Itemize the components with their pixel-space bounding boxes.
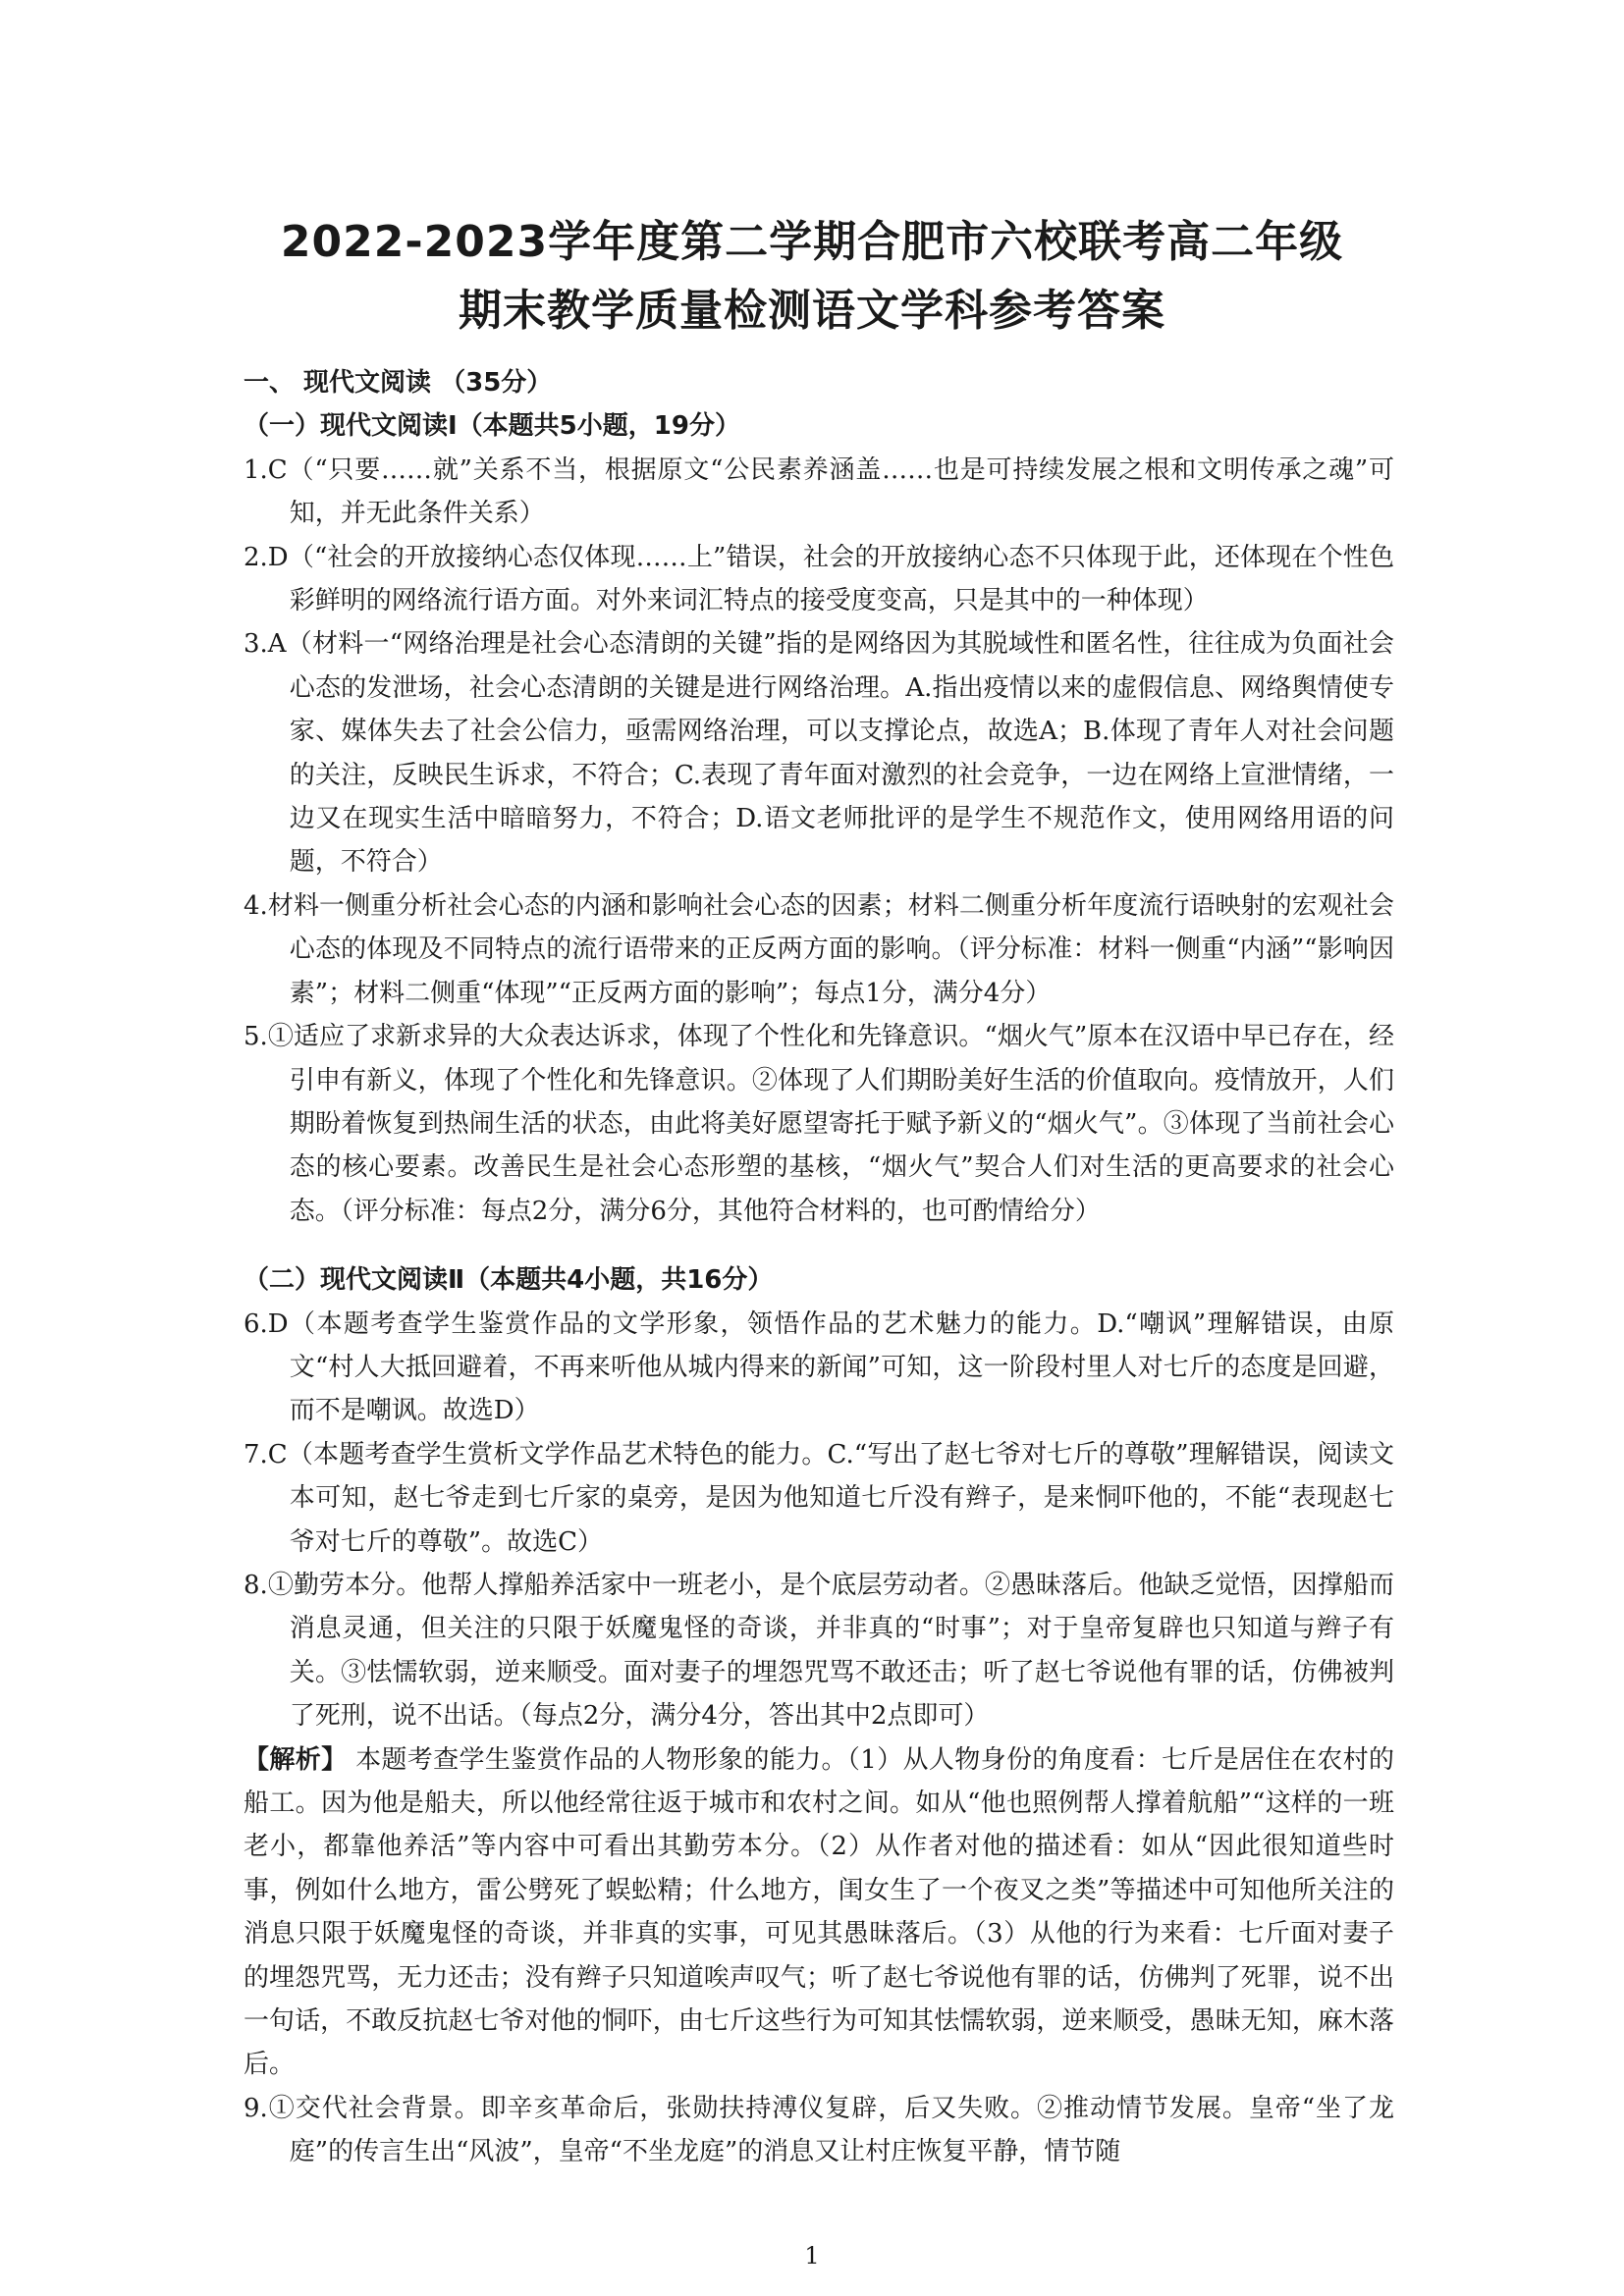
document-title-line2: 期末教学质量检测语文学科参考答案 xyxy=(459,286,1165,336)
analysis-text: 本题考查学生鉴赏作品的人物形象的能力。（1）从人物身份的角度看：七斤是居住在农村的船工。因为他是船夫，所以他经常往返于城市和农村之间。如从“他也照例帮人撑着航船”“这样的一班老小，都靠他养活”等内容中可看出其勤劳本分。（2）从作者对他的描述看：如从“因此很知道些时事，例如什么地方，雷公劈死了蜈蚣精；什么地方，闺女生了一个夜叉之类”等描述中可知他所关注的消息只限于妖魔鬼怪的奇谈，并非真的实事，可见其愚昧落后。（3）从他的行为来看：七斤面对妻子的埋怨咒骂，无力还击；没有辫子只知道唉声叹气；听了赵七爷说他有罪的话，仿佛判了死罪，说不出一句话，不敢反抗赵七爷对他的恫吓，由七斤这些行为可知其怯懦软弱，逆来顺受，愚昧无知，麻木落后。 xyxy=(244,1744,1394,2080)
section-spacer xyxy=(244,1233,1394,1258)
document-title-line1: 2022-2023学年度第二学期合肥市六校联考高二年级 xyxy=(280,217,1344,267)
answer-item-3: 3.A（材料一“网络治理是社会心态清朗的关键”指的是网络因为其脱域性和匿名性，往往成为负面社会心态的发泄场，社会心态清朗的关键是进行网络治理。A.指出疫情以来的虚假信息、网络舆情使专家、媒体失去了社会公信力，亟需网络治理，可以支撑论点，故选A；B.体现了青年人对社会问题的关注，反映民生诉求，不符合；C.表现了青年面对激烈的社会竞争，一边在网络上宣泄情绪，一边又在现实生活中暗暗努力，不符合；D.语文老师批评的是学生不规范作文，使用网络用语的问题，不符合） xyxy=(244,629,1394,878)
section-heading: 一、 现代文阅读 （35分） xyxy=(244,368,553,398)
document-body xyxy=(244,361,1394,2174)
answer-item-5: 5.①适应了求新求异的大众表达诉求，体现了个性化和先锋意识。“烟火气”原本在汉语中早已存在，经引申有新义，体现了个性化和先锋意识。②体现了人们期盼美好生活的价值取向。疫情放开，人们期盼着恢复到热闹生活的状态，由此将美好愿望寄托于赋予新义的“烟火气”。③体现了当前社会心态的核心要素。改善民生是社会心态形塑的基核，“烟火气”契合人们对生活的更高要求的社会心态。（评分标准：每点2分，满分6分，其他符合材料的，也可酌情给分） xyxy=(244,1022,1394,1226)
answer-item-8: 8.①勤劳本分。他帮人撑船养活家中一班老小，是个底层劳动者。②愚昧落后。他缺乏觉悟，因撑船而消息灵通，但关注的只限于妖魔鬼怪的奇谈，并非真的“时事”；对于皇帝复辟也只知道与辫子有关。③怯懦软弱，逆来顺受。面对妻子的埋怨咒骂不敢还击；听了赵七爷说他有罪的话，仿佛被判了死刑，说不出话。（每点2分，满分4分，答出其中2点即可） xyxy=(244,1570,1394,1732)
page-number: 1 xyxy=(804,2242,820,2269)
part1-heading: （一）现代文阅读Ⅰ（本题共5小题，19分） xyxy=(244,411,740,442)
answer-item-4: 4.材料一侧重分析社会心态的内涵和影响社会心态的因素；材料二侧重分析年度流行语映射的宏观社会心态的体现及不同特点的流行语带来的正反两方面的影响。（评分标准：材料一侧重“内涵”“影响因素”；材料二侧重“体现”“正反两方面的影响”；每点1分，满分4分） xyxy=(244,890,1394,1008)
answer-item-1: 1.C（“只要……就”关系不当，根据原文“公民素养涵盖……也是可持续发展之根和文明传承之魂”可知，并无此条件关系） xyxy=(244,454,1394,529)
answer-item-6: 6.D（本题考查学生鉴赏作品的文学形象，领悟作品的艺术魅力的能力。D.“嘲讽”理解错误，由原文“村人大抵回避着，不再来听他从城内得来的新闻”可知，这一阶段村里人对七斤的态度是回避，而不是嘲讽。故选D） xyxy=(244,1308,1394,1426)
part2-heading: （二）现代文阅读Ⅱ（本题共4小题，共16分） xyxy=(244,1265,774,1296)
analysis-label: 【解析】 xyxy=(244,1744,348,1775)
analysis-paragraph xyxy=(244,1738,1394,2087)
answer-item-9: 9.①交代社会背景。即辛亥革命后，张勋扶持溥仪复辟，后又失败。②推动情节发展。皇帝“坐了龙庭”的传言生出“风波”，皇帝“不坐龙庭”的消息又让村庄恢复平静，情节随 xyxy=(244,2093,1394,2167)
answer-item-7: 7.C（本题考查学生赏析文学作品艺术特色的能力。C.“写出了赵七爷对七斤的尊敬”理解错误，阅读文本可知，赵七爷走到七斤家的桌旁，是因为他知道七斤没有辫子，是来恫吓他的，不能“表现赵七爷对七斤的尊敬”。故选C） xyxy=(244,1439,1394,1557)
answer-item-2: 2.D（“社会的开放接纳心态仅体现……上”错误，社会的开放接纳心态不只体现于此，还体现在个性色彩鲜明的网络流行语方面。对外来词汇特点的接受度变高，只是其中的一种体现） xyxy=(244,542,1394,616)
